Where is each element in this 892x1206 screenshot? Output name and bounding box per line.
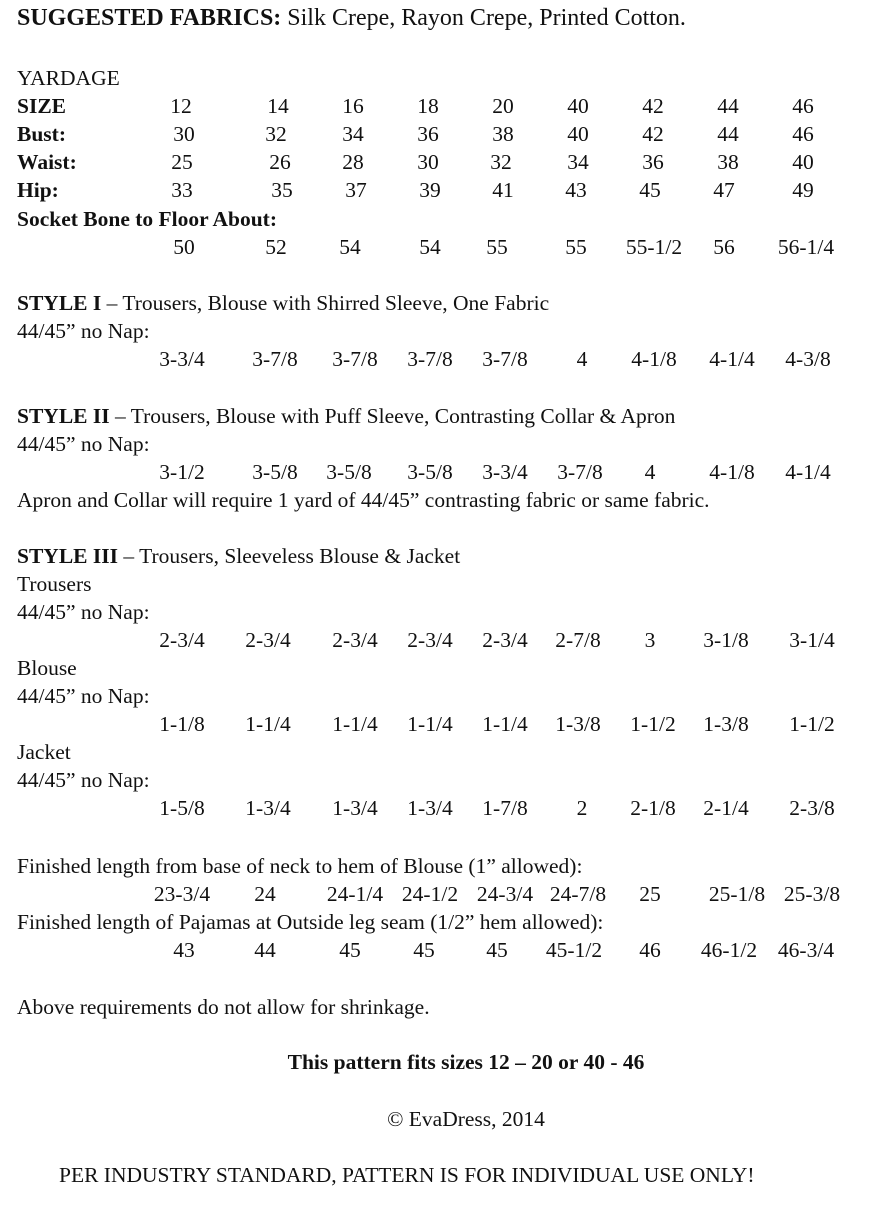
- waist-value: 38: [717, 150, 739, 174]
- size-value: 44: [717, 94, 739, 118]
- style2-yardage-row: [0, 458, 892, 486]
- hip-row: [0, 176, 892, 204]
- style1-heading: [17, 289, 549, 317]
- suggested-fabrics-value: Silk Crepe, Rayon Crepe, Printed Cotton.: [287, 5, 686, 31]
- bust-value: 38: [492, 122, 514, 146]
- style3-heading: [17, 542, 460, 570]
- blouse-yardage-value: 1-3/8: [703, 712, 749, 736]
- socket-bone-value: 55: [486, 235, 508, 259]
- socket-bone-value: 52: [265, 235, 287, 259]
- blouse-length-value: 24: [254, 882, 276, 906]
- shrinkage-note: Above requirements do not allow for shrinkage.: [17, 995, 430, 1019]
- jacket-yardage-value: 1-5/8: [159, 796, 205, 820]
- blouse-length-row: [0, 880, 892, 908]
- style2-fabric-label: 44/45” no Nap:: [17, 432, 150, 456]
- bust-value: 36: [417, 122, 439, 146]
- style3-jacket-row: [0, 794, 892, 822]
- blouse-yardage-value: 1-1/4: [245, 712, 291, 736]
- style2-note: Apron and Collar will require 1 yard of 44/45” contrasting fabric or same fabric.: [17, 488, 710, 512]
- blouse-yardage-value: 1-1/2: [789, 712, 835, 736]
- trousers-yardage-value: 2-3/4: [482, 628, 528, 652]
- socket-bone-value: 50: [173, 235, 195, 259]
- bust-label: Bust:: [17, 122, 66, 146]
- socket-bone-value: 54: [339, 235, 361, 259]
- blouse-yardage-value: 1-1/4: [482, 712, 528, 736]
- bust-value: 40: [567, 122, 589, 146]
- fit-note: This pattern fits sizes 12 – 20 or 40 - 46: [287, 1050, 645, 1074]
- hip-value: 41: [492, 178, 514, 202]
- style3-description: – Trousers, Sleeveless Blouse & Jacket: [117, 544, 461, 568]
- style2-yardage-value: 4-1/8: [709, 460, 755, 484]
- jacket-yardage-value: 1-3/4: [407, 796, 453, 820]
- waist-value: 26: [269, 150, 291, 174]
- waist-value: 28: [342, 150, 364, 174]
- waist-value: 40: [792, 150, 814, 174]
- pajama-length-label: Finished length of Pajamas at Outside leg seam (1/2” hem allowed):: [17, 910, 604, 934]
- yardage-heading: YARDAGE: [17, 66, 120, 90]
- blouse-length-value: 24-7/8: [549, 882, 607, 906]
- jacket-yardage-value: 2-3/8: [789, 796, 835, 820]
- style2-yardage-value: 3-1/2: [159, 460, 205, 484]
- hip-value: 35: [271, 178, 293, 202]
- blouse-length-value: 23-3/4: [153, 882, 211, 906]
- bust-value: 46: [792, 122, 814, 146]
- jacket-yardage-value: 2: [576, 796, 588, 820]
- style1-yardage-value: 3-7/8: [332, 347, 378, 371]
- pajama-length-value: 46-3/4: [777, 938, 835, 962]
- trousers-yardage-value: 3-1/8: [703, 628, 749, 652]
- trousers-yardage-value: 3-1/4: [789, 628, 835, 652]
- hip-value: 45: [639, 178, 661, 202]
- style1-fabric-label: 44/45” no Nap:: [17, 319, 150, 343]
- style1-yardage-value: 3-7/8: [252, 347, 298, 371]
- jacket-yardage-value: 1-3/4: [245, 796, 291, 820]
- jacket-yardage-value: 1-7/8: [482, 796, 528, 820]
- socket-bone-row: [0, 233, 892, 261]
- style1-yardage-value: 4-3/8: [785, 347, 831, 371]
- blouse-yardage-value: 1-1/2: [630, 712, 676, 736]
- pajama-length-value: 45: [413, 938, 435, 962]
- blouse-length-value: 24-1/2: [401, 882, 459, 906]
- blouse-yardage-value: 1-1/4: [407, 712, 453, 736]
- bust-value: 32: [265, 122, 287, 146]
- waist-value: 34: [567, 150, 589, 174]
- blouse-yardage-value: 1-1/8: [159, 712, 205, 736]
- style3-trousers-label: Trousers: [17, 572, 92, 596]
- trousers-yardage-value: 3: [644, 628, 656, 652]
- suggested-fabrics-line: [17, 4, 686, 32]
- hip-value: 37: [345, 178, 367, 202]
- blouse-length-value: 25-3/8: [783, 882, 841, 906]
- blouse-yardage-value: 1-3/8: [555, 712, 601, 736]
- blouse-length-value: 25-1/8: [708, 882, 766, 906]
- socket-bone-label: Socket Bone to Floor About:: [17, 207, 277, 231]
- style1-yardage-value: 3-7/8: [482, 347, 528, 371]
- style2-yardage-value: 3-7/8: [557, 460, 603, 484]
- style3-blouse-row: [0, 710, 892, 738]
- blouse-length-label: Finished length from base of neck to hem of Blouse (1” allowed):: [17, 854, 583, 878]
- style2-yardage-value: 3-3/4: [482, 460, 528, 484]
- blouse-length-value: 24-3/4: [476, 882, 534, 906]
- jacket-yardage-value: 2-1/8: [630, 796, 676, 820]
- socket-bone-value: 56: [713, 235, 735, 259]
- style1-yardage-value: 3-7/8: [407, 347, 453, 371]
- bust-value: 30: [173, 122, 195, 146]
- style2-title: STYLE II: [17, 404, 110, 428]
- trousers-yardage-value: 2-3/4: [159, 628, 205, 652]
- size-value: 46: [792, 94, 814, 118]
- style2-yardage-value: 3-5/8: [326, 460, 372, 484]
- style3-trousers-row: [0, 626, 892, 654]
- hip-value: 49: [792, 178, 814, 202]
- style2-yardage-value: 3-5/8: [252, 460, 298, 484]
- size-value: 20: [492, 94, 514, 118]
- pajama-length-value: 45: [339, 938, 361, 962]
- style3-jacket-fabric-label: 44/45” no Nap:: [17, 768, 150, 792]
- waist-value: 32: [490, 150, 512, 174]
- style3-trousers-fabric-label: 44/45” no Nap:: [17, 600, 150, 624]
- size-value: 16: [342, 94, 364, 118]
- pajama-length-value: 43: [173, 938, 195, 962]
- waist-label: Waist:: [17, 150, 77, 174]
- waist-value: 36: [642, 150, 664, 174]
- style3-blouse-label: Blouse: [17, 656, 77, 680]
- size-value: 42: [642, 94, 664, 118]
- size-value: 40: [567, 94, 589, 118]
- style2-yardage-value: 4-1/4: [785, 460, 831, 484]
- style1-yardage-value: 4: [576, 347, 588, 371]
- bust-row: [0, 120, 892, 148]
- socket-bone-value: 56-1/4: [777, 235, 835, 259]
- style1-yardage-value: 3-3/4: [159, 347, 205, 371]
- waist-row: [0, 148, 892, 176]
- trousers-yardage-value: 2-3/4: [407, 628, 453, 652]
- style2-heading: [17, 402, 675, 430]
- style2-yardage-value: 3-5/8: [407, 460, 453, 484]
- style1-description: – Trousers, Blouse with Shirred Sleeve, One Fabric: [101, 291, 550, 315]
- bust-value: 42: [642, 122, 664, 146]
- size-value: 12: [170, 94, 192, 118]
- hip-value: 33: [171, 178, 193, 202]
- size-row: [0, 92, 892, 120]
- size-value: 18: [417, 94, 439, 118]
- disclaimer: PER INDUSTRY STANDARD, PATTERN IS FOR INDIVIDUAL USE ONLY!: [59, 1163, 755, 1187]
- pajama-length-row: [0, 936, 892, 964]
- copyright: © EvaDress, 2014: [387, 1107, 545, 1131]
- hip-value: 43: [565, 178, 587, 202]
- style1-yardage-value: 4-1/4: [709, 347, 755, 371]
- style3-jacket-label: Jacket: [17, 740, 71, 764]
- trousers-yardage-value: 2-3/4: [245, 628, 291, 652]
- socket-bone-value: 54: [419, 235, 441, 259]
- waist-value: 30: [417, 150, 439, 174]
- trousers-yardage-value: 2-3/4: [332, 628, 378, 652]
- pajama-length-value: 46-1/2: [700, 938, 758, 962]
- hip-value: 47: [713, 178, 735, 202]
- style2-description: – Trousers, Blouse with Puff Sleeve, Contrasting Collar & Apron: [109, 404, 676, 428]
- style1-yardage-row: [0, 345, 892, 373]
- style3-blouse-fabric-label: 44/45” no Nap:: [17, 684, 150, 708]
- pajama-length-value: 46: [639, 938, 661, 962]
- hip-value: 39: [419, 178, 441, 202]
- size-value: 14: [267, 94, 289, 118]
- trousers-yardage-value: 2-7/8: [555, 628, 601, 652]
- socket-bone-value: 55-1/2: [625, 235, 683, 259]
- size-label: SIZE: [17, 94, 67, 118]
- waist-value: 25: [171, 150, 193, 174]
- blouse-length-value: 25: [639, 882, 661, 906]
- blouse-yardage-value: 1-1/4: [332, 712, 378, 736]
- jacket-yardage-value: 1-3/4: [332, 796, 378, 820]
- style2-yardage-value: 4: [644, 460, 656, 484]
- bust-value: 34: [342, 122, 364, 146]
- style3-title: STYLE III: [17, 544, 118, 568]
- style1-yardage-value: 4-1/8: [631, 347, 677, 371]
- jacket-yardage-value: 2-1/4: [703, 796, 749, 820]
- socket-bone-value: 55: [565, 235, 587, 259]
- suggested-fabrics-label: SUGGESTED FABRICS:: [17, 5, 282, 31]
- hip-label: Hip:: [17, 178, 59, 202]
- blouse-length-value: 24-1/4: [326, 882, 384, 906]
- pajama-length-value: 44: [254, 938, 276, 962]
- pajama-length-value: 45: [486, 938, 508, 962]
- bust-value: 44: [717, 122, 739, 146]
- style1-title: STYLE I: [17, 291, 102, 315]
- pajama-length-value: 45-1/2: [545, 938, 603, 962]
